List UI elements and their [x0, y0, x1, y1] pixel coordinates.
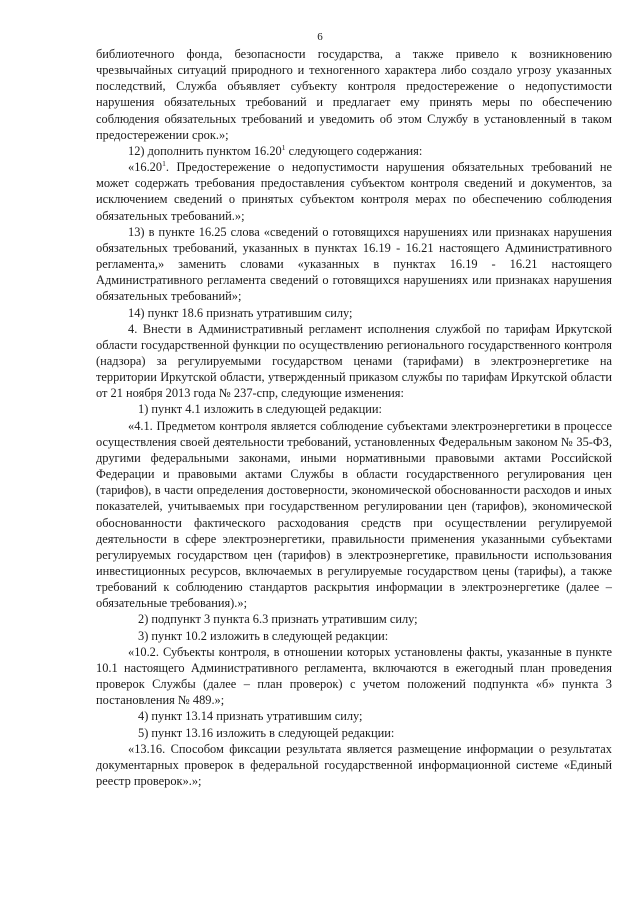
item-12-superscript: 1 — [281, 142, 286, 152]
item-12-text-end: следующего содержания: — [285, 143, 423, 158]
paragraph-item-12 — [96, 143, 612, 159]
page-number: 6 — [317, 31, 323, 43]
paragraph-clause-10-2: «10.2. Субъекты контроля, в отношении которых установлены факты, указанные в пункте 10.1 настоящего Административного регламента, включаются в ежегодный план проведения проверок Службы (далее – план проверок) с учетом положений подпункта «б» пункта 3 постановления № 489.»; — [96, 644, 612, 708]
document-body — [96, 46, 612, 789]
clause-16-20-1-text: . Предостережение о недопустимости нарушения обязательных требований не может содержать требования предоставления субъектом контроля сведений и документов, за исключением сведений о принятых субъектом контроля мерах по обеспечению соблюдения обязательных требований.»; — [96, 160, 612, 223]
paragraph-sub-3: 3) пункт 10.2 изложить в следующей редакции: — [138, 628, 389, 643]
paragraph-item-13: 13) в пункте 16.25 слова «сведений о готовящихся нарушениях или признаках нарушения обязательных требований, указанных в пунктах 16.19 - 16.21 настоящего Административного регламента,» заменить словами «указанных в пунктах 16.19 - 16.21 настоящего Административного регламента сведений о готовящихся нарушениях или признаках нарушения обязательных требований»; — [96, 224, 612, 304]
clause-16-20-1-number: «16.20 — [128, 160, 163, 175]
paragraph-16-20-1 — [96, 159, 612, 224]
item-12-text: 12) дополнить пунктом 16.20 — [128, 143, 282, 158]
paragraph-continuation: библиотечного фонда, безопасности государства, а также привело к возникновению чрезвычайных ситуаций природного и техногенного характера либо создало угрозу указанных последствий, Служба объявляет субъекту контроля предостережение о недопустимости нарушения обязательных требований и предлагает ему принять меры по обеспечению соблюдения обязательных требований и уведомить об этом Службу в установленный в таком предостережении срок.»; — [96, 47, 612, 142]
paragraph-item-14: 14) пункт 18.6 признать утратившим силу; — [128, 305, 353, 320]
paragraph-clause-4-1: «4.1. Предметом контроля является соблюдение субъектами электроэнергетики в процессе осуществления своей деятельности требований, установленных Федеральным законом № 35-ФЗ, другими федеральными законами, иными нормативными правовыми актами Российской Федерации и правовыми актами Службы в области государственного регулирования цен (тарифов), в части определения достоверности, экономической обоснованности расходов и иных показателей, учитываемых при государственном регулировании цен (тарифов), экономической обоснованности фактического расходования средств при осуществлении регулируемой деятельности в сфере электроэнергетики, правильности применения указанными субъектами регулируемых государством цен (тарифов) в электроэнергетике, правильности использования инвестиционных ресурсов, включаемых в регулируемые государством цены (тарифы), а также требований к соблюдению стандартов раскрытия информации в электроэнергетике (далее – обязательные требования).»; — [96, 418, 612, 611]
paragraph-sub-2: 2) подпункт 3 пункта 6.3 признать утратившим силу; — [138, 612, 418, 627]
clause-16-20-1-superscript: 1 — [162, 159, 166, 169]
paragraph-sub-1: 1) пункт 4.1 изложить в следующей редакции: — [138, 402, 382, 417]
paragraph-section-4: 4. Внести в Административный регламент исполнения службой по тарифам Иркутской области государственной функции по осуществлению регионального государственного контроля (надзора) за регулируемыми государством ценами (тарифами) в электроэнергетике на территории Иркутской области, утвержденный приказом службы по тарифам Иркутской области от 21 ноября 2013 года № 237-спр, следующие изменения: — [96, 321, 612, 401]
paragraph-sub-5: 5) пункт 13.16 изложить в следующей редакции: — [138, 725, 395, 740]
paragraph-clause-13-16: «13.16. Способом фиксации результата является размещение информации о результатах документарных проверок в федеральной государственной информационной системе «Единый реестр проверок».»; — [96, 741, 612, 789]
paragraph-sub-4: 4) пункт 13.14 признать утратившим силу; — [138, 709, 363, 724]
